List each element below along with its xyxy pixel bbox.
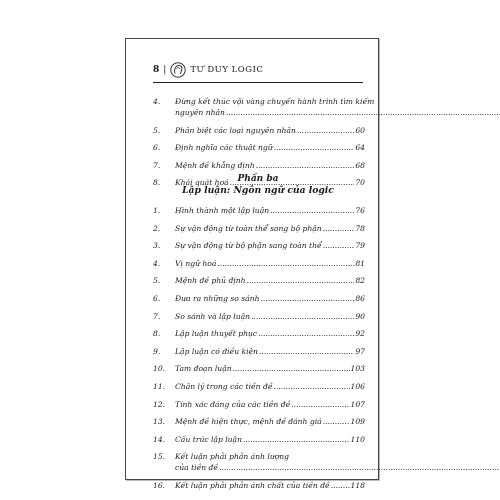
toc-entry: 11. Chân lý trong các tiền đề ..... 106	[153, 381, 365, 392]
thinker-head-icon	[170, 62, 186, 78]
header-separator: |	[163, 65, 167, 75]
toc-entry: 6. Đưa ra những so sánh ..... 86	[153, 293, 365, 304]
part-title: Phần ba	[237, 174, 279, 184]
header-rule	[153, 82, 363, 83]
toc-entry: 7. So sánh và lập luận ..... 90	[153, 311, 365, 322]
toc-entry: 8. Khái quát hoá ..... 70	[153, 177, 365, 188]
toc-entry: 6. Định nghĩa các thuật ngữ ..... 64	[153, 142, 365, 153]
toc-entry: 7. Mệnh đề khẳng định ..... 68	[153, 160, 365, 171]
book-page	[125, 38, 379, 490]
toc-entry: 15. Kết luận phải phản ánh lượng của tiền đề .....	[153, 451, 365, 473]
part-heading	[153, 173, 363, 197]
toc-entry: 8. Lập luận thuyết phục ..... 92	[153, 328, 365, 339]
toc-entry: 13. Mệnh đề hiện thực, mệnh đề đánh giá ..... 109	[153, 416, 365, 427]
toc-entry: 9. Lập luận có điều kiện ..... 97	[153, 346, 365, 357]
toc-entry: 10. Tam đoạn luận ..... 103	[153, 363, 365, 374]
part-subtitle: Lập luận: Ngôn ngữ của logic	[182, 185, 334, 196]
toc-entry: 16. Kết luận phải phản ánh chất của tiền đề ..... 118	[153, 480, 365, 491]
toc-entry: 5. Phân biệt các loại nguyên nhân ..... 60	[153, 125, 365, 136]
toc-part-list	[153, 205, 365, 498]
toc-entry: 12. Tính xác đáng của các tiền đề ..... 107	[153, 399, 365, 410]
toc-entry: 4. Đừng kết thúc vội vàng chuyến hành trình tìm kiếm nguyên nhân .....	[153, 96, 365, 118]
toc-entry: 14. Cấu trúc lập luận ..... 110	[153, 434, 365, 445]
running-header	[153, 61, 363, 79]
toc-entry: 1. Hình thành một lập luận ..... 76	[153, 205, 365, 216]
page-number: 8	[153, 65, 160, 75]
toc-entry: 3. Sự vận động từ bộ phận sang toàn thể ..... 79	[153, 240, 365, 251]
toc-entry: 4. Vị ngữ hoá ..... 81	[153, 258, 365, 269]
book-title: TƯ DUY LOGIC	[190, 65, 264, 75]
toc-entry: 2. Sự vận động từ toàn thể sang bộ phận ..... 78	[153, 223, 365, 234]
toc-entry: 5. Mệnh đề phủ định ..... 82	[153, 275, 365, 286]
